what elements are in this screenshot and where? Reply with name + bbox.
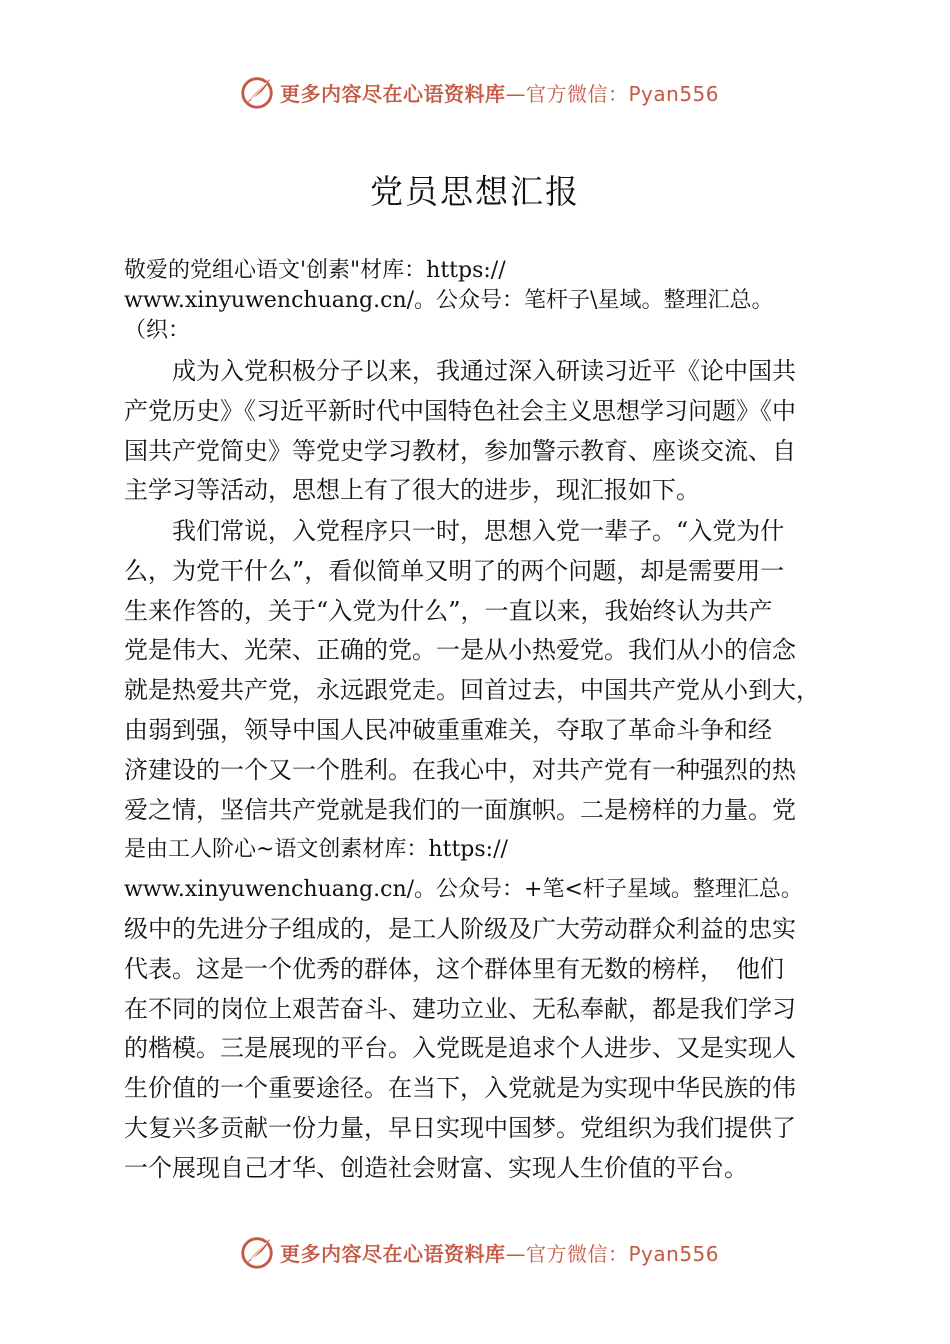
text-line: 生价值的一个重要途径。在当下，入党就是为实现中华民族的伟	[124, 1074, 796, 1103]
text-line: 代表。这是一个优秀的群体，这个群体里有无数的榜样， 他们	[124, 954, 784, 983]
text-line: 就是热爱共产党，永远跟党走。回首过去，中国共产党从小到大，	[124, 676, 820, 705]
text-line: 我们常说，入党程序只一时，思想入党一辈子。“入党为什	[124, 517, 785, 545]
footer-watermark-banner	[238, 1230, 738, 1274]
paragraph-2	[124, 512, 844, 1189]
text-line: 由弱到强，领导中国人民冲破重重难关，夺取了革命斗争和经	[124, 715, 772, 744]
feather-circle-logo-icon	[238, 1233, 276, 1271]
header-watermark-banner	[238, 70, 738, 114]
document-title: 党员思想汇报	[370, 172, 580, 211]
text-line: www.xinyuwenchuang.cn/。公众号：+笔<杆子星域。整理汇总。	[124, 877, 803, 903]
text-line: 生来作答的，关于“入党为什么”，一直以来，我始终认为共产	[124, 596, 773, 625]
text-line: 成为入党积极分子以来，我通过深入研读习近平《论中国共	[124, 357, 796, 385]
greeting-block	[124, 256, 844, 346]
greeting-line: （织：	[124, 318, 191, 343]
greeting-line: 敬爱的党组心语文'创素"材库：https://	[124, 258, 506, 283]
text-line: 党是伟大、光荣、正确的党。一是从小热爱党。我们从小的信念	[124, 636, 796, 665]
greeting-line: www.xinyuwenchuang.cn/。公众号：笔杆子\星域。整理汇总。	[124, 288, 774, 313]
feather-circle-logo-icon	[238, 73, 276, 111]
text-line: 是由工人阶心~语文创素材库：https://	[124, 837, 508, 863]
paragraph-1	[124, 352, 844, 511]
text-line: 主学习等活动，思想上有了很大的进步，现汇报如下。	[124, 476, 700, 505]
text-line: 国共产党简史》等党史学习教材，参加警示教育、座谈交流、自	[124, 436, 796, 465]
text-line: 济建设的一个又一个胜利。在我心中，对共产党有一种强烈的热	[124, 755, 796, 784]
header-watermark-text: 更多内容尽在心语资料库—官方微信：Pyan556	[280, 81, 720, 106]
text-line: 在不同的岗位上艰苦奋斗、建功立业、无私奉献，都是我们学习	[124, 994, 796, 1023]
text-line: 一个展现自己才华、创造社会财富、实现人生价值的平台。	[124, 1153, 748, 1182]
text-line: 大复兴多贡献一份力量，早日实现中国梦。党组织为我们提供了	[124, 1113, 796, 1142]
text-line: 级中的先进分子组成的，是工人阶级及广大劳动群众利益的忠实	[124, 914, 796, 943]
text-line: 爱之情，坚信共产党就是我们的一面旗帜。二是榜样的力量。党	[124, 795, 796, 824]
footer-watermark-text: 更多内容尽在心语资料库—官方微信：Pyan556	[280, 1241, 720, 1266]
text-line: 的楷模。三是展现的平台。入党既是追求个人进步、又是实现人	[124, 1034, 796, 1063]
text-line: 产党历史》《习近平新时代中国特色社会主义思想学习问题》《中	[124, 396, 796, 425]
text-line: 么，为党干什么”，看似简单又明了的两个问题，却是需要用一	[124, 556, 785, 585]
